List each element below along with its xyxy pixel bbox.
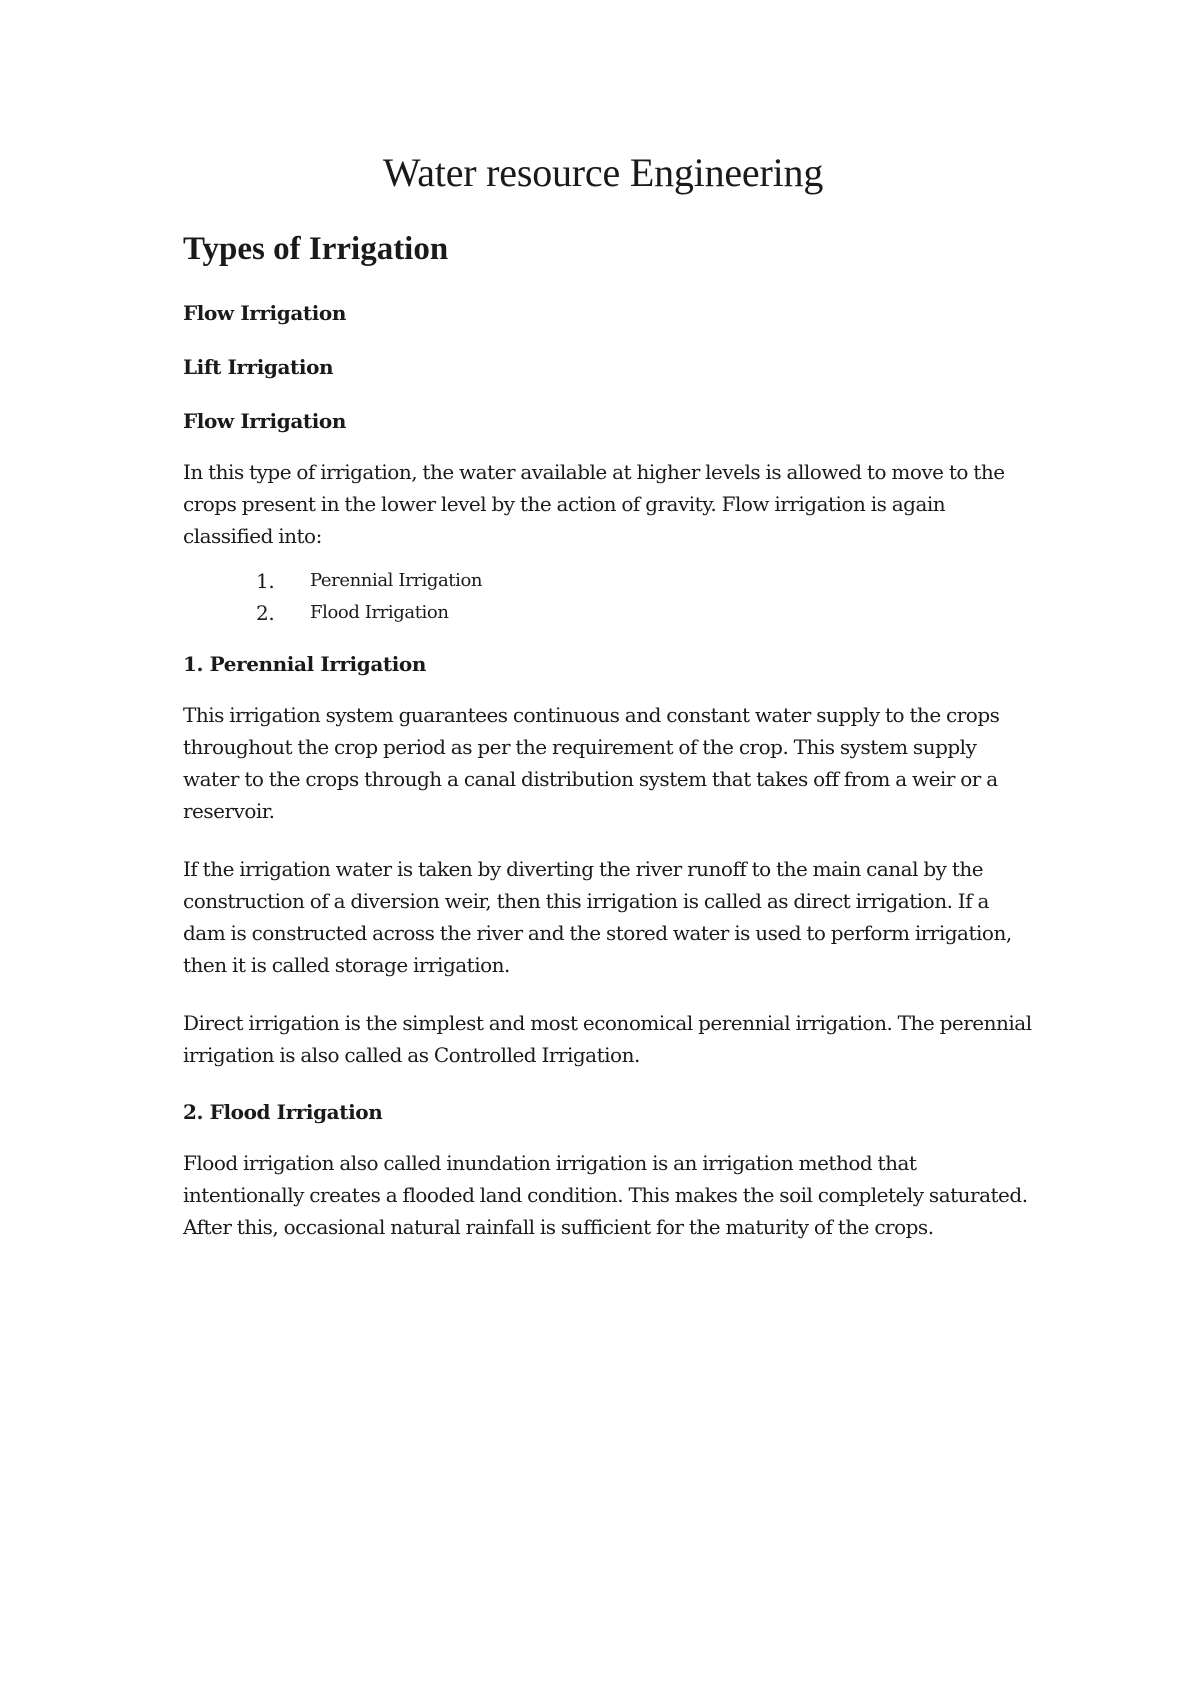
section-heading-types: Types of Irrigation	[183, 231, 449, 267]
perennial-paragraph-2: If the irrigation water is taken by diverting the river runoff to the main canal by the construction of a diversion weir, then this irrigation is called as direct irrigation. If a dam is constructed across the river and the stored water is used to perform irrigation, then it is called storage irrigation.	[183, 856, 1012, 977]
type-lift-irrigation: Lift Irrigation	[183, 354, 334, 379]
list-item	[183, 565, 1033, 597]
flood-irrigation-paragraph: Flood irrigation also called inundation irrigation is an irrigation method that intentionally creates a flooded land condition. This makes the soil completely saturated. After this, occasional natural rainfall is sufficient for the maturity of the crops.	[183, 1150, 1028, 1239]
list-item-number: 2.	[256, 600, 275, 625]
perennial-paragraph-3: Direct irrigation is the simplest and most economical perennial irrigation. The perennial irrigation is also called as Controlled Irrigation.	[183, 1010, 1032, 1067]
list-item-label: Flood Irrigation	[310, 601, 449, 623]
list-item-label: Perennial Irrigation	[310, 569, 483, 591]
document-title: Water resource Engineering	[382, 150, 824, 195]
list-item-number: 1.	[256, 568, 275, 593]
flood-irrigation-heading: 2. Flood Irrigation	[183, 1099, 383, 1124]
perennial-irrigation-heading: 1. Perennial Irrigation	[183, 651, 427, 676]
perennial-paragraph-1: This irrigation system guarantees continuous and constant water supply to the crops throughout the crop period as per the requirement of the crop. This system supply water to the crops through a canal distribution system that takes off from a weir or a reservoir.	[183, 702, 1000, 823]
classification-list	[183, 565, 1033, 629]
flow-irrigation-paragraph: In this type of irrigation, the water available at higher levels is allowed to move to the crops present in the lower level by the action of gravity. Flow irrigation is again classified into:	[183, 459, 1005, 548]
list-item	[183, 597, 1033, 629]
flow-irrigation-heading: Flow Irrigation	[183, 408, 347, 433]
type-flow-irrigation: Flow Irrigation	[183, 300, 347, 325]
document-body	[183, 150, 1033, 1243]
